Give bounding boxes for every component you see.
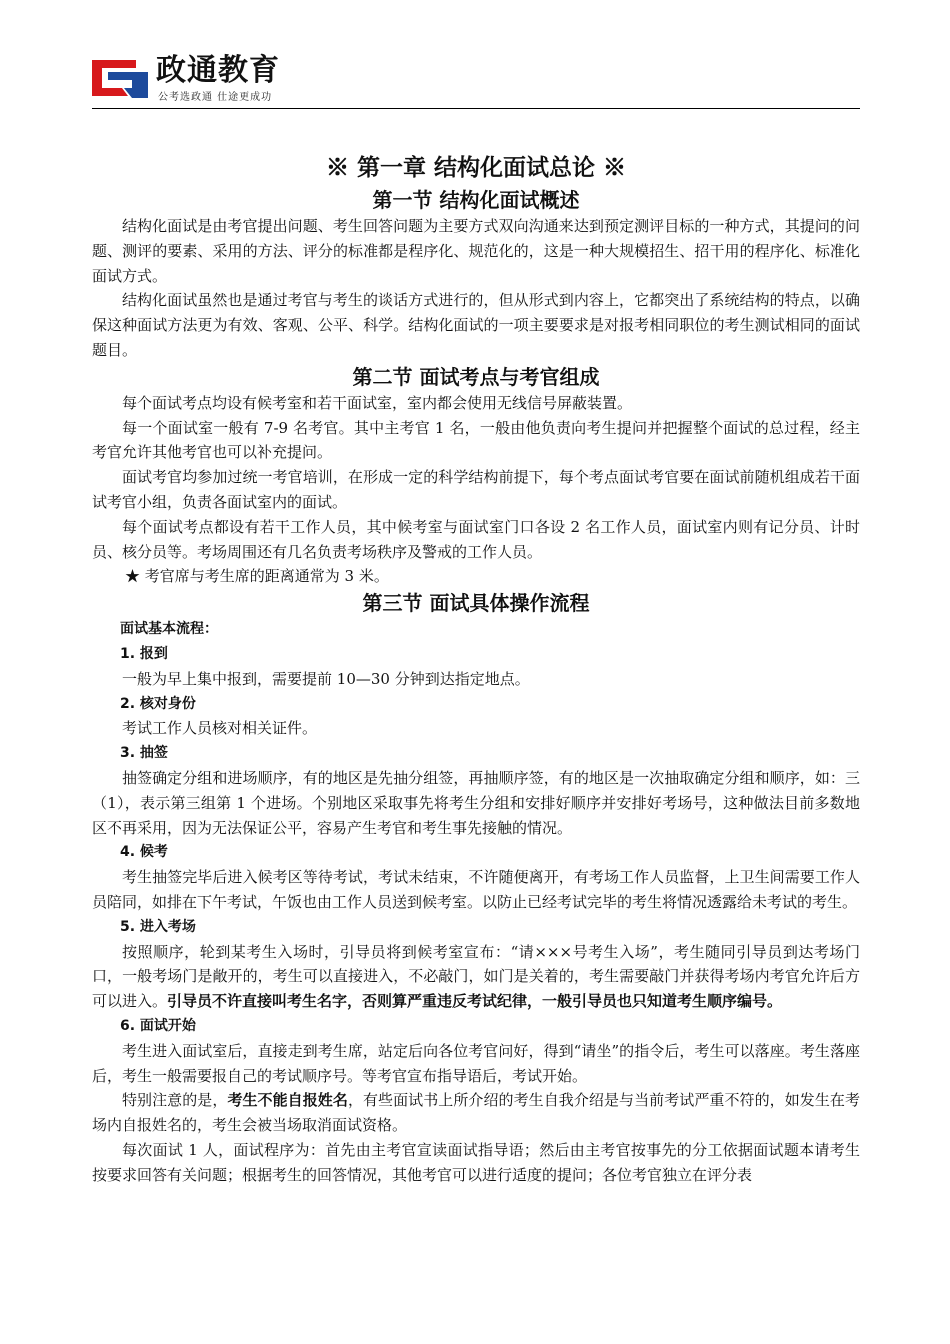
logo-icon bbox=[92, 58, 148, 98]
step-2-label: 2. 核对身份 bbox=[120, 695, 196, 712]
step-3-text: 抽签确定分组和进场顺序，有的地区是先抽分组签，再抽顺序签，有的地区是一次抽取确定分组和顺序，如：三（1），表示第三组第 1 个进场。个别地区采取事先将考生分组和安排好顺序并安排好考场号，这种做法目前多数地区不再采用，因为无法保证公平，容易产生考官和考生事先接触的情况。 bbox=[92, 768, 860, 837]
page-header bbox=[92, 48, 860, 110]
document-body bbox=[92, 150, 860, 1187]
section-3-title: 第三节 面试具体操作流程 bbox=[362, 591, 590, 616]
section-1-title: 第一节 结构化面试概述 bbox=[372, 188, 580, 212]
paragraph: 每次面试 1 人，面试程序为：首先由主考官宣读面试指导语；然后由主考官按事先的分工依据面试题本请考生按要求回答有关问题；根据考生的回答情况，其他考官可以进行适度的提问；各位考官独立在评分表 bbox=[92, 1140, 860, 1184]
step-6-label: 6. 面试开始 bbox=[120, 1017, 196, 1034]
special-note bbox=[92, 1088, 860, 1138]
flow-label: 面试基本流程： bbox=[120, 621, 218, 638]
step-1-label: 1. 报到 bbox=[120, 645, 168, 662]
brand-tagline: 公考选政通 仕途更成功 bbox=[158, 92, 273, 103]
step-1-text: 一般为早上集中报到，需要提前 10—30 分钟到达指定地点。 bbox=[122, 669, 530, 688]
note-lead: 特别注意的是， bbox=[122, 1091, 228, 1110]
step-3-label: 3. 抽签 bbox=[120, 745, 168, 762]
brand-name: 政通教育 bbox=[156, 53, 280, 88]
paragraph: 结构化面试是由考官提出问题、考生回答问题为主要方式双向沟通来达到预定测评目标的一种方式，其提问的问题、测评的要素、采用的方法、评分的标准都是程序化、规范化的，这是一种大规模招生、招干用的程序化、标准化面试方式。 bbox=[92, 217, 860, 285]
paragraph: 每个面试考点都设有若干工作人员，其中候考室与面试室门口各设 2 名工作人员，面试室内则有记分员、计时员、核分员等。考场周围还有几名负责考场秩序及警戒的工作人员。 bbox=[92, 517, 860, 561]
step-5-text bbox=[92, 940, 860, 1014]
paragraph: 结构化面试虽然也是通过考官与考生的谈话方式进行的，但从形式到内容上，它都突出了系统结构的特点，以确保这种面试方法更为有效、客观、公平、科学。结构化面试的一项主要要求是对报考相同职位的考生测试相同的面试题目。 bbox=[92, 291, 860, 359]
paragraph: 面试考官均参加过统一考官培训，在形成一定的科学结构前提下，每个考点面试考官要在面试前随机组成若干面试考官小组，负责各面试室内的面试。 bbox=[92, 468, 860, 511]
step-5-body: 按照顺序，轮到某考生入场时，引导员将到候考室宣布：“请×××号考生入场”，考生随同引导员到达考场门口，一般考场门是敞开的，考生可以直接进入，不必敲门，如门是关着的，考生需要敲门并获得考场内考官允许后方可以进入。 bbox=[92, 942, 860, 1011]
step-6-text: 考生进入面试室后，直接走到考生席，站定后向各位考官问好，得到“请坐”的指令后，考生可以落座。考生落座后，考生一般需要报自己的考试顺序号。等考官宣布指导语后，考试开始。 bbox=[92, 1041, 860, 1085]
step-4-label: 4. 候考 bbox=[120, 844, 168, 861]
step-5-label: 5. 进入考场 bbox=[120, 918, 196, 935]
note-tail: ，有些面试书上所介绍的考生自我介绍是与当前考试严重不符的，如发生在考场内自报姓名的，考生会被当场取消面试资格。 bbox=[92, 1091, 860, 1135]
header-rule bbox=[92, 108, 860, 109]
note-emphasis: 考生不能自报姓名 bbox=[227, 1091, 348, 1110]
star-note: ★ 考官席与考生席的距离通常为 3 米。 bbox=[125, 567, 389, 586]
step-2-text: 考试工作人员核对相关证件。 bbox=[122, 719, 318, 738]
step-4-text: 考生抽签完毕后进入候考区等待考试，考试未结束，不许随便离开，有考场工作人员监督，上卫生间需要工作人员陪同，如排在下午考试，午饭也由工作人员送到候考室。以防止已经考试完毕的考生将情况透露给未考试的考生。 bbox=[92, 868, 860, 911]
chapter-title: ※ 第一章 结构化面试总论 ※ bbox=[325, 154, 627, 181]
step-5-emphasis: 引导员不许直接叫考生名字，否则算严重违反考试纪律，一般引导员也只知道考生顺序编号。 bbox=[167, 992, 783, 1011]
section-2-title: 第二节 面试考点与考官组成 bbox=[352, 364, 600, 389]
paragraph: 每一个面试室一般有 7-9 名考官。其中主考官 1 名，一般由他负责向考生提问并把握整个面试的总过程，经主考官允许其他考官也可以补充提问。 bbox=[92, 418, 860, 462]
paragraph: 每个面试考点均设有候考室和若干面试室，室内都会使用无线信号屏蔽装置。 bbox=[122, 393, 633, 412]
